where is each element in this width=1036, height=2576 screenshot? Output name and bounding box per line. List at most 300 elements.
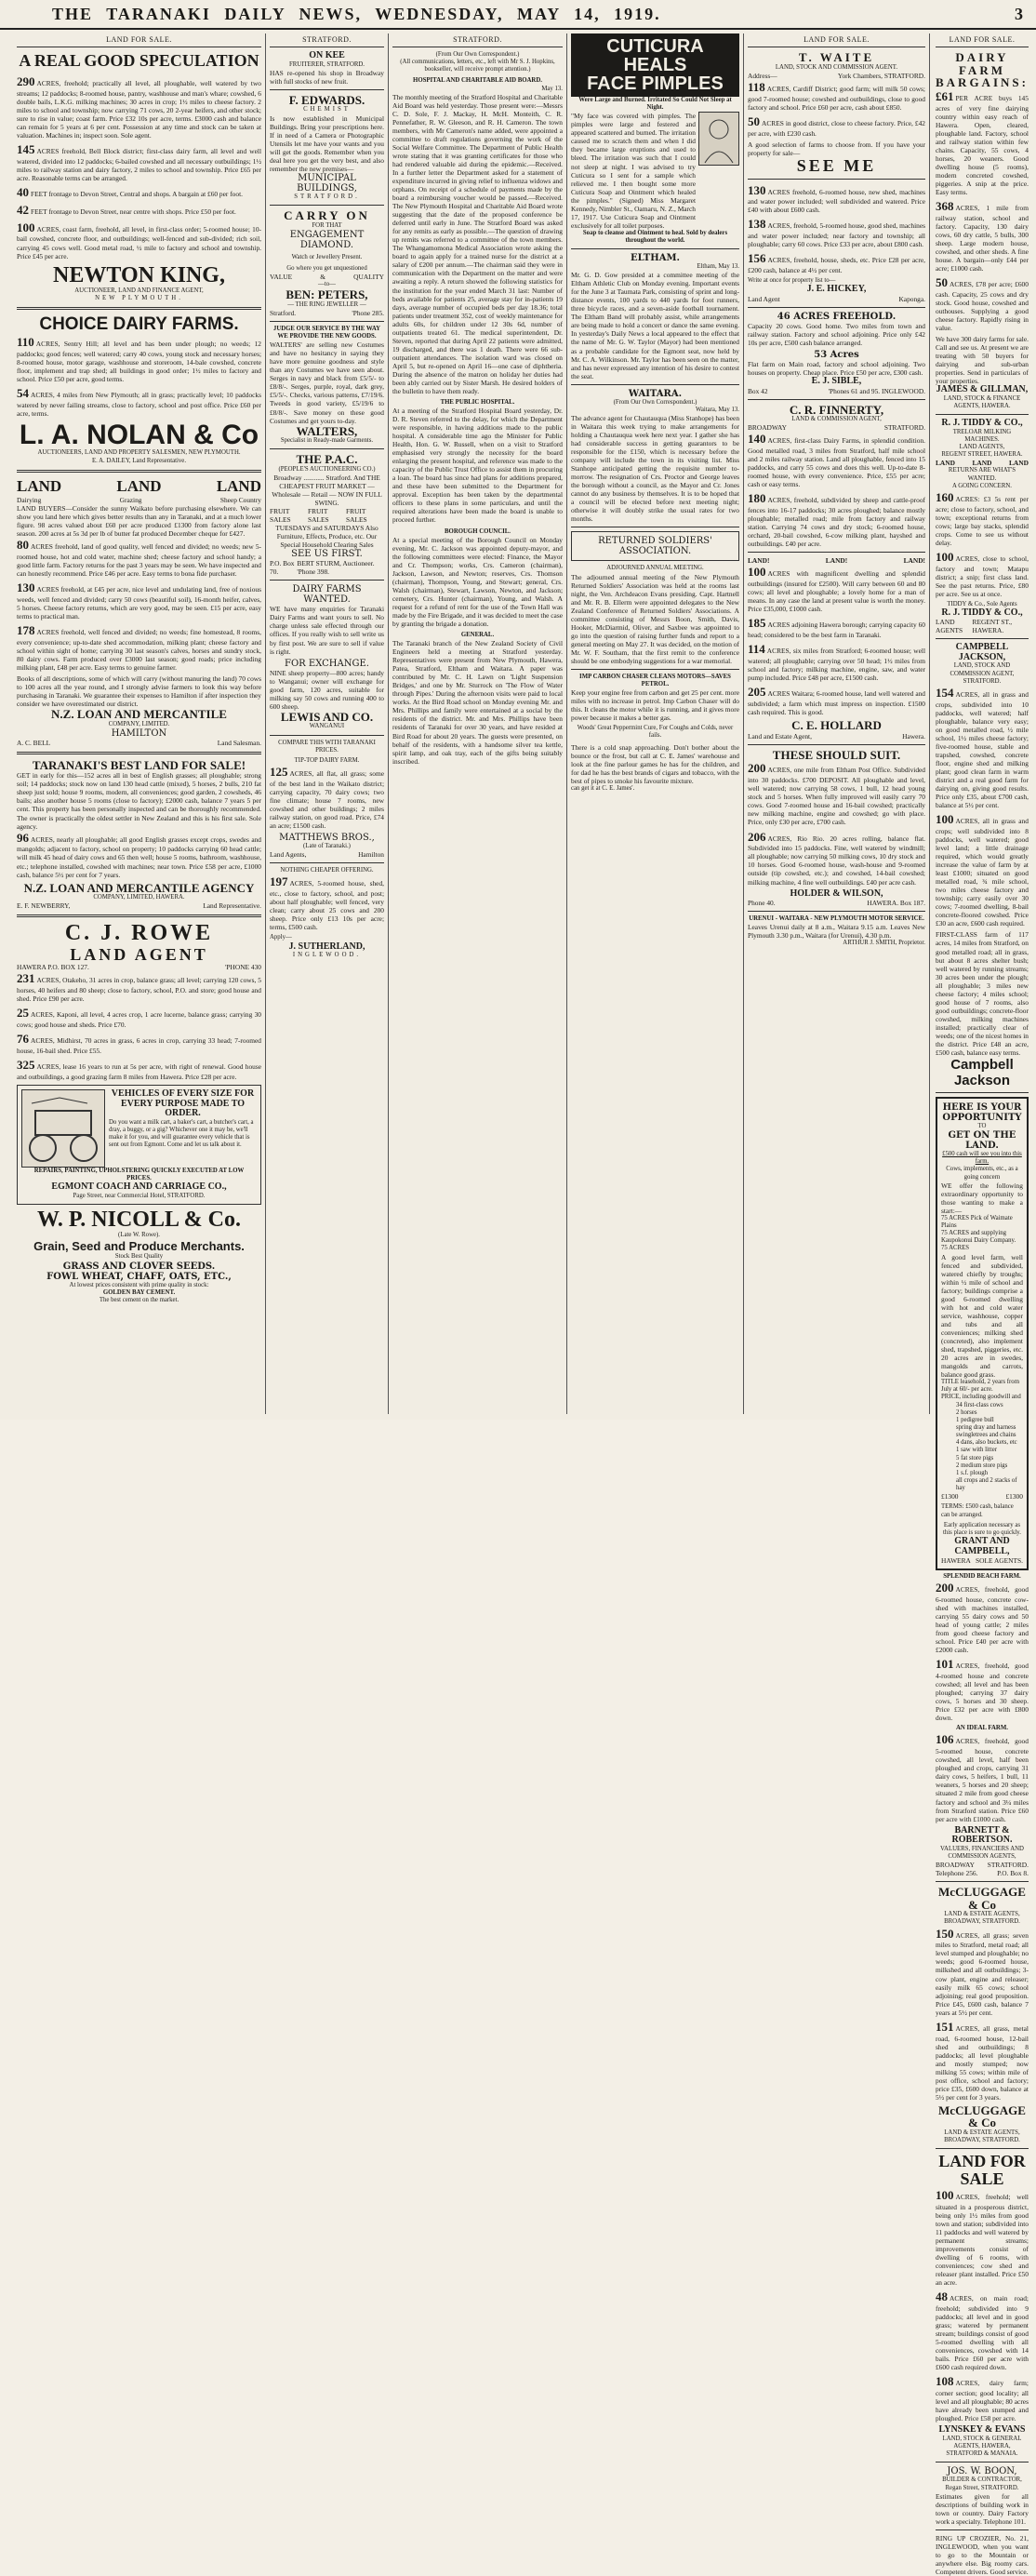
listing-number: 25 [17, 1006, 29, 1021]
listing-item [936, 2374, 1029, 2423]
listing-item [936, 812, 1029, 928]
body-text: SEE US FIRST. [291, 549, 363, 560]
sig-right: STRATFORD. [883, 423, 925, 433]
listing-item [17, 623, 261, 672]
listing-number: 180 [748, 491, 766, 506]
listing-number: 100 [936, 549, 954, 564]
listing-item [748, 642, 925, 682]
item-list [941, 1402, 1023, 1493]
article-heading: THE PUBLIC HOSPITAL. [440, 398, 515, 406]
body-text: TIDDY & Co., Sole Agents [947, 600, 1017, 607]
article-heading: RETURNED SOLDIERS' ASSOCIATION. [571, 531, 739, 561]
listing-item [748, 114, 925, 138]
listing-text: ACRES, all flat, all grass; some of the best land in the Waikato district; carrying capacity, 70 dairy cows; two fine climate; house 7 rooms, new cowshed and other buildings; 2 miles railway station, on good road. Price, £74 an acre; £1500 cash. [270, 769, 384, 831]
article-heading: BOROUGH COUNCIL. [445, 527, 511, 535]
listing-number: 96 [17, 830, 29, 845]
list-item: 1 saw with litter [956, 1447, 997, 1454]
body-text: RETURNS ARE WHAT'S WANTED. [948, 467, 1016, 482]
agent-name: THE P.A.C. [296, 452, 358, 467]
ad-headline: CUTICURA HEALS [606, 36, 704, 75]
listing-number: 156 [748, 251, 766, 266]
listing-number: 130 [17, 580, 35, 594]
agent-name: J. SUTHERLAND, [288, 941, 365, 952]
listing-item [936, 275, 1029, 332]
listing-number: 106 [936, 1732, 954, 1747]
agent-name: HOLDER & WILSON, [790, 888, 883, 899]
agent-subtitle: LAND, STOCK & GENERAL AGENTS, HAWERA, STRATFORD & MANAIA. [942, 2435, 1022, 2458]
listing-group [17, 74, 261, 260]
ad-headline: GET ON THE LAND. [948, 1130, 1016, 1152]
ad-headline: VEHICLES OF EVERY SIZE FOR EVERY PURPOSE MADE TO ORDER. [111, 1088, 255, 1119]
land-word: LAND! [748, 556, 770, 566]
list-item: 75 ACRES Pick of Waimate Plains [941, 1214, 1013, 1229]
body-text: Early application necessary as this place is sure to go quickly. [943, 1521, 1021, 1536]
body-text: REPAIRS, PAINTING, UPHOLSTERING QUICKLY EXECUTED AT LOW PRICES. [33, 1168, 245, 1182]
listing-group [270, 765, 384, 830]
listing-text: ACRES, Sentry Hill; all level and has been under plough; no weeds; 12 paddocks; good fences; well watered; carry 40 cows, young stock and necessary horses; 8-roomed house, motor garage, washhouse and storeroom, 14-bale cowshed, concrete floor, implement and trap shed; all buildings in good order; 1½ miles to factory and school. Price £50 per acre, good terms. [17, 340, 261, 384]
listing-text: ACRES, coast farm, freehold, all level, in first-class order; 5-roomed house; 10-bail cowshed, concrete floor, and outbuildings; well-fenced and sub-divided; rich soil, carrying 45 cows well. Good metal road, ½ mile to factory and school and township. Price £45 per acre. [17, 224, 261, 260]
listing-item [748, 830, 925, 887]
listing-item [936, 2289, 1029, 2371]
vq-item: & [320, 273, 325, 281]
agent-subtitle: LAND AGENT [70, 944, 208, 964]
ad-headline: TIP-TOP DAIRY FARM. [294, 756, 360, 764]
list-item: 4 dans, also buckets, etc [956, 1439, 1017, 1447]
listing-number: 290 [17, 73, 35, 88]
listing-item [17, 1006, 261, 1029]
ad-headline: LAND FOR SALE [938, 2152, 1026, 2189]
listing-text: ACRES in good district, close to cheese factory. Price, £42 per acre, with £230 cash. [748, 118, 925, 138]
listing-number: 231 [17, 971, 35, 986]
listing-group [17, 831, 261, 879]
sig-left: Address— [748, 71, 777, 80]
section-header: LAND FOR SALE. [748, 33, 925, 47]
sig-right: STRATFORD. [987, 1860, 1029, 1869]
listing-number: 145 [17, 141, 35, 156]
list-item: swingletrees and chains [956, 1432, 1016, 1439]
listing-number: 325 [17, 1058, 35, 1073]
listing-number: 368 [936, 199, 954, 214]
listing-number: 125 [270, 765, 288, 779]
body-text: FOR THAT [312, 221, 342, 229]
agent-name: EGMONT COACH AND CARRIAGE CO., [51, 1181, 227, 1193]
dateline: Waitara, May 13. [695, 406, 739, 413]
agent-name: McCLUGGAGE & Co [938, 2102, 1026, 2130]
body-text: WE offer the following extraordinary opportunity to those wanting to make a start:— [941, 1181, 1023, 1215]
listing-item [936, 199, 1029, 273]
agent-name: C. R. FINNERTY, [789, 402, 884, 417]
listing-item [748, 616, 925, 639]
article-heading: ELTHAM. [630, 253, 681, 264]
ad-headline: URENUI - WAITARA - NEW PLYMOUTH MOTOR SERVICE. [749, 915, 924, 923]
agent-subtitle: AUCTIONEER, LAND AND FINANCE AGENT, [74, 287, 204, 294]
sig-left: BROADWAY [748, 423, 788, 433]
listing-number: 160 [936, 489, 954, 504]
listing-item [936, 1732, 1029, 1822]
listing-item [936, 490, 1029, 547]
ad-headline: A REAL GOOD SPECULATION [19, 51, 259, 70]
sig-right: SOLE AGENTS. [976, 1556, 1023, 1566]
listing-group [748, 80, 925, 138]
land-banner [748, 556, 925, 565]
listing-text: ACRES, all grass; seven miles to Stratford, metal road; all level stumped and ploughable; no weeds; good 6-roomed house, milkshed and all outbuildings; 3-cow plant, engine and releaser; easily milk 65 cows; school adjoining; real good proposition. Price £45, £600 cash, balance 7 years at 5½ per cent. [936, 1930, 1029, 2017]
agent-subtitle: AUCTIONEERS, LAND AND PROPERTY SALESMEN, NEW PLYMOUTH. [37, 449, 241, 457]
list-item: spring dray and harness [956, 1424, 1016, 1431]
sig-right: Land Representative. [203, 901, 261, 911]
signature: ARTHUR J. SMITH, Proprietor. [843, 940, 925, 947]
body-text: GOLDEN BAY CEMENT. [102, 1288, 176, 1296]
body-text: Books of all descriptions, some of which will carry (without manuring the land) 70 cows to 100 acres all the year round, and I strongly advise farmers to look this way before purchasing in Taranaki. We guarantee their expenses to Hamilton if after inspection they consider we have overestimated our district. [17, 674, 261, 708]
listing-number: 76 [17, 1032, 29, 1047]
agent-subtitle: LAND & ESTATE AGENTS, BROADWAY, STRATFORD. [944, 1911, 1020, 1926]
listing-text: ACRES, six miles from Stratford; 6-roomed house; well watered; all ploughable; carrying over 50 head; 1½ miles from school and factory; milking machine, engine, saw, and water pump included. Price £48 per acre, £1500 cash. [748, 647, 925, 683]
listing-text: ACRES adjoining Hawera borough; carrying capacity 60 head; considered to be the best farm in Taranaki. [748, 621, 925, 640]
listing-text: ACRES, all in grass and crops, subdivided into 10 paddocks, well watered; half ploughable, balance very easy; on good metalled road, ½ mile school, 1½ miles cheese factory; five-roomed house, stable and trapshed, cowshed, concrete floor, engine shed and milking plant; good clean farm in warm district and a real good farm for dairying on, giving good results. Price only £35, about £700 cash, balance at 5½ per cent. [936, 689, 1029, 810]
agent-name: Campbell Jackson [950, 1056, 1014, 1088]
fruit-sales-item: FRUIT SALES [308, 507, 329, 525]
body-text: Estimates given for all descriptions of building work in town or country. Dairy Factory work a specialty. Telephone 101. [936, 2491, 1029, 2526]
land-banner [936, 459, 1029, 467]
listing-number: 150 [936, 1926, 954, 1941]
body-text: FOWL WHEAT, CHAFF, OATS, ETC., [46, 1271, 232, 1282]
listing-number: 100 [748, 565, 766, 580]
body-text: Is now established in Municipal Buildings. Bring your prescriptions here. If in need of a Camera or Photographic Utensils let me have your wants and you will get the goods. Remember when you deal here you get the very best, and also remember the new premises— [270, 113, 384, 173]
agent-name: C. J. ROWE [64, 921, 214, 946]
listing-text: ACRES, 5-roomed house, shed, etc., close to factory, school, and post; about half ploughable; well fenced, very clean; carry about 25 cows and 200 sheep. Price only £13 10s per acre; terms, £500 cash. [270, 879, 384, 932]
agent-name: ON KEE [309, 50, 345, 60]
listing-group [748, 432, 925, 548]
agent-subtitle: Specialist in Ready-made Garments. [280, 437, 374, 445]
signature [941, 1556, 1023, 1565]
listing-text: ACRES, freehold; well situated in a prosperous district, being only 1½ miles from good town and station; subdivided into 11 paddocks and well watered by permanent streams; improvements consist of dwelling of 6 rooms, with conveniences; cow shed and releaser plant installed. Price £50 an acre. [936, 2193, 1029, 2288]
listing-number: 151 [936, 2019, 954, 2034]
listing-group [936, 89, 1029, 332]
land-word: LAND! [825, 556, 848, 566]
listing-item [748, 251, 925, 274]
land-word: LAND [936, 459, 955, 468]
listing-item [748, 432, 925, 488]
agent-name: LYNSKEY & EVANS [938, 2424, 1026, 2436]
signature [17, 963, 261, 971]
section-header: STRATFORD. [270, 33, 384, 47]
list-item: 75 ACRES and supplying Kaupokonui Dairy Company. [941, 1230, 1016, 1245]
listing-number: 100 [17, 220, 35, 234]
agent-name: NEWTON KING, [53, 262, 225, 287]
listing-number: 114 [748, 642, 765, 657]
agent-place: NEW PLYMOUTH. [95, 294, 183, 301]
listing-number: 100 [936, 812, 954, 827]
listing-text: ACRES, freehold, house, sheds, etc. Price £28 per acre, £200 cash, balance at 4½ per cent. [748, 256, 925, 275]
land-word: LAND [17, 476, 62, 495]
agent-name: MATTHEWS BROS., [279, 833, 375, 844]
page-number: 3 [1015, 5, 1023, 23]
section-header: LAND FOR SALE. [17, 33, 261, 47]
body-text: Keep your engine free from carbon and get 25 per cent. more miles with no increase in petrol. Imp Carbon Chaser will do this. It cleans the motor while it is running, and it gives more power because it makes a better gas. [571, 688, 739, 723]
listing-number: 108 [936, 2374, 954, 2389]
sig-right: £1300 [1005, 1492, 1023, 1502]
signature [17, 739, 261, 747]
signature [270, 559, 384, 576]
agent-place: STRATFORD. [294, 193, 360, 200]
agent-name: BARNETT & ROBERTSON. [951, 1824, 1013, 1846]
listing-text: ACRES, 4 miles from New Plymouth; all in grass; practically level; 10 paddocks watered by never failing streams, close to factory, school and post office. Price £60 per acre, terms. [17, 391, 261, 418]
body-text: "My face was covered with pimples. The pimples were large and festered and appeared scattered and burned. The irritation caused me to scratch them and when I did they became large eruptions and used to bleed. The irritation was such that I could not sleep at night. I was advised to try Cuticura so I sent for a sample which relieved me. I then bought some more Cuticura Soap and Ointment which healed the pimples." (Signed) Miss Margaret Kennedy, Nimbler St., Oamaru, N. Z., March 17, 1917. Use Cuticura Soap and Ointment exclusively for all toilet purposes. [571, 112, 696, 230]
ad-headline: CHOICE DAIRY FARMS. [39, 314, 239, 335]
agent-subtitle: LAND, STOCK & FINANCE AGENTS, HAWERA. [943, 394, 1021, 410]
sig-left: Land Agent [748, 294, 780, 303]
listing-group [936, 1732, 1029, 1822]
ad-headline: DAIRY FARMS WANTED. [292, 584, 362, 606]
agent-name: N.Z. LOAN AND MERCANTILE [51, 706, 227, 721]
listing-text: PER ACRE buys 145 acres of very fine dairying country within easy reach of Hawera. Open, cleared, ploughable land. Factory, school and railway station within few chains. Capacity, 55 cows, 4 horses, 20 weaners. Good dwelling house (5 rooms), modern concreted cowshed, piggeries. A snip at the price. Easy terms. [936, 93, 1029, 197]
agent-name: N.Z. LOAN AND MERCANTILE AGENCY [23, 880, 255, 895]
listing-text: ACRES, 1 mile from railway station, school and factory. Capacity, 130 dairy cows, 60 dry cattle, 5 bulls, 300 sheep. Large modern house, cowshed, and other sheds. A fine house. A bargain—only £44 per acre; £1000 cash. [936, 204, 1029, 274]
sig-left: Phone 40. [748, 899, 776, 908]
sig-left: £1300 [941, 1492, 959, 1502]
ad-headline: AN IDEAL FARM. [956, 1725, 1008, 1732]
sig-right: 'PHONE 430 [225, 963, 261, 972]
body-text: can get it at C. E. James'. [571, 784, 635, 792]
listing-item [748, 685, 925, 716]
list-item: 34 first-class cows [956, 1401, 1003, 1408]
body-text: Stock Best Quality [114, 1253, 164, 1261]
listing-text: ACRES, all grass, metal road, 6-roomed house, 12-bail shed and outbuildings; 8 paddocks; all level ploughable and mostly stumped; now milking 55 cows; within mile of post office, school and factory; price £35, £600 down, balance at 5½ per cent for 3 years. [936, 2023, 1029, 2102]
body-text: RING UP CROZIER, No. 21, INGLEWOOD, when you want to go to the Mountain or anywhere else. Big roomy cars. Competent drivers. Good service. [936, 2533, 1029, 2576]
masthead [0, 4, 1036, 30]
agent-subtitle: TRELOAR MILKING MACHINES. [952, 428, 1012, 443]
agent-place: Regan Street, STRATFORD. [945, 2484, 1019, 2491]
column-1 [13, 33, 266, 1414]
agent-subtitle: (PEOPLE'S AUCTIONEERING CO.) [278, 466, 376, 474]
listing-number: 42 [17, 202, 29, 217]
agent-name: JAMES & GILLMAN, [936, 384, 1029, 395]
article-body: The adjourned annual meeting of the New Plymouth Returned Soldiers' Association was held at the rooms last night, the Ven. Archdeacon Evans presiding. Capt. Hartnell and Mr. R. B. Ellerm were appointed delegates to the New Zealand Conference of Returned Soldiers' Associations. A committee consisting of Messrs Boon, Smith, Davis, Hooker, McDiarmid, Oliver, and Saxbee was appointed to go into the question of raising further funds and report to a general meeting on May 27. It was decided, on the motion of Mr. W. F. Southam, that the first remit to the conference should be one embodying suggestions for a war memorial. [571, 572, 739, 665]
listing-text: ACRES, Kaponi, all level, 4 acres crop, 1 acre lucerne, balance grass; carrying 30 cows; good house and sheds. Price £70. [17, 1010, 261, 1030]
listing-group [270, 874, 384, 931]
body-text: The best cement on the market. [99, 1296, 179, 1303]
ad-headline: NOTHING CHEAPER OFFERING. [280, 867, 374, 874]
list-item: 75 ACRES [941, 1245, 970, 1252]
sig-right: York Chambers, STRATFORD. [837, 71, 925, 80]
ad-headline: CARRY ON [284, 207, 370, 222]
body-text: WALTERS' are selling new Costumes and have no hesitancy in saying they have more genuine goodness and style than any Costumes we have seen about. Serges in navy and black from £5/5/- to £8/8/-. Serges, purple, royal, dark grey, £5/5/-. Checks, various patterns, £7/19/6. Tweeds in good variety, £5/19/6 to £8/8/-. Save money on these good Costumes and get yours to-day. [270, 340, 384, 425]
listing-item [748, 217, 925, 248]
list-item: 1 pedigree bull [956, 1416, 994, 1423]
listing-number: 185 [748, 616, 766, 631]
listing-text: ACRES, Cardiff District; good farm; will milk 50 cows; good 7-roomed house; cowshed and outbuildings, close to good factory and school. Price £60 per acre, cash about £850. [748, 84, 925, 112]
signature [748, 899, 925, 907]
article-subheading: ADJOURNED ANNUAL MEETING. [606, 565, 704, 572]
listing-group [936, 686, 1029, 928]
listing-item [748, 761, 925, 826]
listing-item [17, 538, 261, 578]
sig-left: HAWERA P.O. BOX 127. [17, 963, 89, 972]
article-body: Mr. G. D. Gow presided at a committee meeting of the Eltham Athletic Club on Monday evening. Important events for the June 3 at Taumata Park, consisting of sprint and long-distance events, 100 yards to 440 yards for foot runners, three bicycle races, and a seven-aside football tournament. The Eltham Band will probably assist, while arrangements are being made to hold a concert or dance the same evening. In yesterday's Daily News a local appeared to the effect that the name of Mr. G. W. Taylor (Mayor) had been mentioned as a probable candidate for the Egmont seat, now held by Mr. C. A. Wilkinson. Mr. Taylor has been seen on the matter, and has never expressed any intention of his desire to contest the seat. [571, 271, 739, 380]
listing-group [936, 2188, 1029, 2423]
byline: (From Our Own Correspondent.) [435, 51, 520, 58]
body-text: LAND BUYERS—Consider the sunny Waikato before purchasing elsewhere. We can show you land here which gives better results than any in Taranaki, and at a much lower figure. 98 acres valued about £60 per acre produced £1300 from factory alone last season. 200 acres at 5s 3d per lb of butter fat produced December cheque for £427. [17, 503, 261, 538]
land-word: LAND [116, 476, 162, 495]
listing-number: 205 [748, 685, 766, 700]
agent-place: Page Street, near Commercial Hotel, STRATFORD. [73, 1192, 206, 1199]
sig-left: HAWERA [941, 1556, 971, 1566]
signature [748, 732, 925, 741]
listing-text: ACRES: £3 5s rent per acre; close to factory, school, and town; exceptional returns from cows; large bay stacks, splendid crops. Come to see us without delay. [936, 494, 1029, 547]
listing-text: ACRES with magnificent dwelling and splendid outbuildings (insured for £2500). Will carry between 60 and 80 cows; all level and ploughable; a lovely home for a man of means. In any case the land at present value is worth the money. Price £35,000, £1000 cash. [748, 569, 925, 614]
listing-item [17, 74, 261, 140]
fruit-sales-item: FRUIT SALES [270, 507, 291, 525]
body-text: WE have many enquiries for Taranaki Dairy Farms and want yours to sell. No charge unless sale effected through our offices. If you really wish to sell write us by first post. We are sure to sell if value is right. [270, 605, 384, 656]
listing-text: FEET frontage to Devon Street, Central and shops. A bargain at £60 per foot. [31, 189, 243, 198]
signature [748, 423, 925, 432]
signature [936, 618, 1029, 634]
body-text: Woods' Great Peppermint Cure, For Coughs and Colds, never fails. [577, 725, 734, 740]
body-text: TITLE leasehold, 2 years from July at 60/- per acre. [941, 1379, 1019, 1394]
list-item: 5 fat store pigs [956, 1454, 994, 1462]
agent-place: MUNICIPAL BUILDINGS, [297, 172, 357, 194]
agent-place: INGLEWOOD. [292, 952, 362, 959]
listing-text: ACRES freehold, well fenced and divided; no weeds; fine homestead, 8 rooms, every convenience; up-to-date shed accommodation, milking plant; cheese factory and school within sight of home; carrying 30 last season's calves, horses and sundry stock, 80 dairy cows. Farm produced over £3000 last season; good roads; price including milking plant, £48 per acre. Easy terms to genuine farmer. [17, 627, 261, 672]
vq-item: QUALITY [353, 273, 384, 281]
body-text: ENGAGEMENT DIAMOND. [289, 229, 365, 250]
body-text: Leaves Urenui daily at 8 a.m., Waitara 9.15 a.m. Leaves New Plymouth 3.30 p.m., Waitara (for Urenui), 4.30 p.m. [748, 923, 925, 941]
agent-subtitle: COMPANY, LIMITED, HAWERA. [93, 894, 185, 901]
body-text: FIRST-CLASS farm of 117 acres, 14 miles from Stratford, on good metalled road; all in grass, but about 8 acres shelter bush; well watered by running streams; 30 acres been under the plough; all ploughable; 3 miles new cheese factory; 4 miles school; good house of 7 rooms, also good outbuildings; concrete-floor cowshed, milking machines installed; practically clear of weeds; one of the nicest homes in the district. Price £48 an acre, £500 cash, balance easy terms. [936, 930, 1029, 1057]
listing-text: ACRES, freehold, 5-roomed house, good shed, machines and water power included; near factory and township; all ploughable; carry 60 cows. Price £33 per acre, about £800 cash. [748, 221, 925, 249]
listing-number: 200 [936, 1581, 954, 1595]
sig-right: 'Phone 285. [352, 308, 384, 317]
sig-left: P.O. Box 70. [270, 559, 295, 577]
body-text: Broadway ............ Stratford. And THE CHEAPEST FRUIT MARKET — Wholesale — Retail — NOW IN FULL SWING. [272, 474, 382, 508]
listing-text: ACRES, close to school, factory and town; Matapu district; a snip; first class land. See the past returns. Price, £80 per acre. See us at once. [936, 554, 1029, 598]
listing-item [17, 971, 261, 1003]
agent-name: R. J. TIDDY & CO., [941, 418, 1023, 429]
list-item: 2 horses [956, 1408, 977, 1416]
ad-headline: Grain, Seed and Produce Merchants. [33, 1239, 245, 1254]
body-text: Go where you get unquestioned [286, 264, 367, 272]
listing-number: 101 [936, 1657, 954, 1672]
vehicles-ad [17, 1085, 261, 1205]
listing-item [17, 203, 261, 218]
body-text: A GOING CONCERN. [951, 482, 1012, 489]
ad-headline: TARANAKI'S BEST LAND FOR SALE! [32, 757, 246, 772]
listing-item [936, 2188, 1029, 2287]
listing-number: 48 [936, 2289, 948, 2304]
sig-left: Box 42 [748, 386, 768, 395]
signature [270, 850, 384, 859]
listing-text: ACRES, freehold; practically all level, all ploughable, well watered by two streams; 12 paddocks; 8-roomed house, pantry, washhouse and man's whare; cowshed, 6 double bails, L.K.G. milking machines; 30 acres in crop; 1½ miles to cheese factory. 2 miles to school and township; now carrying 71 cows, 20 2-year heifers, and other stock; sure to rise in value; coast farm. Price £32 10s per acre, terms. £3000 cash and balance can remain for 5 years at 6 per cent. Possession at any time and stock can be taken at valuation. Machines in; inspect soon. Sole agent. [17, 78, 261, 140]
listing-group [748, 183, 925, 275]
listing-item [17, 1032, 261, 1055]
article-body: The Taranaki branch of the New Zealand Society of Civil Engineers held a meeting at Stratford yesterday. Representatives were present from New Plymouth, Hawera, Patea, Stratford, Eltham and Waitara. A paper was contributed by Mr. C. H. Lawn on 'Light Suspension Bridges,' and one by Mr. Sturrock on 'The Flow of Water through Pipes.' During the afternoon visits were paid to local works. At the Bird Road school on Monday evening Mr. and Mrs. Phillips and family were entertained at a social by the residents of the district. Mr. and Mrs. Phillips have been residents of Taranaki for over 30 years, and have resided at Bird Road for about 20 years. The guests were presented, on behalf of the residents, with a handsome silver tea kettle, spirit lamp, and oak tray, each of the gifts being suitably inscribed. [392, 639, 563, 766]
column-5a [748, 33, 930, 1414]
agent-name: McCLUGGAGE & Co [938, 1884, 1026, 1912]
listing-number: 138 [748, 217, 766, 232]
body-text: TUESDAYS and SATURDAYS Also Furniture, Effects, Produce, etc. Our Special Household Clearing Sales [275, 524, 379, 550]
body-text: Apply— [270, 934, 292, 941]
list-item: 1 s.f. plough [956, 1469, 988, 1476]
listing-group [936, 1927, 1029, 2102]
listing-text: ACRES, freehold, good 4-roomed house and concrete cowshed; all level and has been ploughed; carrying 37 dairy cows, 5 horses and 30 sheep. Price £32 per acre with £800 down. [936, 1662, 1029, 1723]
land-sub [17, 496, 261, 504]
sig-left: A. C. BELL [17, 738, 51, 747]
listing-item [17, 220, 261, 260]
body-text: Capacity 20 cows. Good home. Two miles from town and railway station. Factory and school adjoining. Price only £42 10s per acre, £500 cash balance arranged. [748, 321, 925, 348]
ad-headline: 46 ACRES FREEHOLD. [777, 311, 897, 322]
ad-headline: THESE SHOULD SUIT. [772, 747, 901, 762]
fruit-sales [270, 507, 384, 524]
signature [748, 72, 925, 80]
body-text: Flat farm on Main road, factory and school adjoining. Two houses on property. Cheap place. Price £50 per acre, £300 cash. [748, 360, 925, 378]
column-2 [266, 33, 389, 1414]
body-text: At lowest prices consistent with prime quality in stock: [69, 1281, 209, 1288]
agent-name: E. J. SIBLE, [811, 376, 862, 387]
agent-name: JOS. W. BOON, [947, 2466, 1017, 2477]
listing-item [936, 1657, 1029, 1722]
agent-name: GRANT AND CAMPBELL, [954, 1536, 1010, 1556]
listing-group [936, 1581, 1029, 1722]
listing-number: 40 [17, 184, 29, 199]
vehicle-illustration [21, 1089, 105, 1168]
listing-text: ACRES, £78 per acre; £600 cash. Capacity, 25 cows and dry stock. Good house, cowshed and outhouses. Supplying a good cheese factory. Rapidly rising in value. [936, 280, 1029, 333]
listing-item [270, 874, 384, 931]
land-word: LAND [972, 459, 992, 468]
listing-text: ACRES, nearly all ploughable; all good English grasses except crops, swedes and mangolds; adjacent to factory, school on property; 10 paddocks carrying 60 head cattle; will milk 45 head of dairy cows and 65 then well; house 5 rooms, bathroom, washhouse, etc.; telephone installed, cowshed with machines; near town. Price £58 per acre, £1000 cash, balance 5½ per cent for 7 years. [17, 834, 261, 879]
sig-right: P.O. Box 8. [997, 1868, 1029, 1877]
cuticura-ad [571, 33, 739, 97]
listing-number: 206 [748, 829, 766, 844]
listing-text: ACRES, dairy farm; corner section; good locality; all level and all ploughable; 80 acres have already been stumped and ploughed. Price £58 per acre. [936, 2379, 1029, 2423]
ad-headline: TO [977, 1122, 987, 1129]
listing-number: 54 [17, 386, 29, 401]
listing-item [17, 386, 261, 418]
sig-right: Land Salesman. [217, 738, 261, 747]
article-body: The advance agent for Chautauqua (Miss Stanhope) has been in Waitara this week trying to make arrangements for holding a Chautauqua week here next year. I gather she has had considerable success in getting guarantors to be responsible for the £150, which is necessary before the company will include the town in its visiting list. Miss Stanhope anticipated getting the requisite number to-morrow. The resignation of Crs. Proctor and George leaves the borough without a council, as the Mayor and Cr. Jones cannot do any business by themselves. It is to be hoped that a council will be elected before next meeting night; otherwise it will doubly strike the usual rates for two months. [571, 413, 740, 524]
signature [936, 1861, 1029, 1869]
listing-item [17, 335, 261, 383]
agent-name: LEWIS AND CO. [280, 709, 374, 724]
listing-item [936, 89, 1029, 196]
article-heading: GENERAL. [460, 632, 495, 638]
listing-text: ACRES, Otakeho, 31 acres in crop, balance grass; all level; carrying 120 cows, 5 horses, 40 heifers and 80 sheep; close to factory, school, P.O. and store; good house and shed. Price £90 per acre. [17, 976, 261, 1004]
land-sub-item: Grazing [119, 495, 142, 504]
listing-text: ACRES, lease 16 years to run at 5s per acre, with right of renewal. Good house and outbuildings, a good grazing farm 8 miles from Hawera. Price £28 per acre. [17, 1062, 261, 1081]
signature [941, 1492, 1023, 1501]
agent-name: T. WAITE [798, 50, 875, 64]
listing-number: 197 [270, 874, 288, 889]
body-text: PRICE, including goodwill and [941, 1394, 1021, 1401]
sig-right: BERT STURM, Auctioneer. 'Phone 398. [297, 559, 375, 577]
agent-subtitle: — THE RING JEWELLER — [287, 300, 366, 308]
article-body: The monthly meeting of the Stratford Hospital and Charitable Aid Board was held yesterday. Those present were:—Messrs C. D. Sole, F. J. Mackay, H. McH. Monteith, C. R. Pennefather, R. W. Gleeson, and R. H. Cameron. The town members, with Mr Cameron's name added, were appointed a committee to draft regulations governing the work of the Social Welfare Committee. The Department of Public Health wrote stating that it was granting certificates for those who had rendered valuable aid during the epidemic.—Received. In a further letter the Department asked for a statement of expenditure incurred in giving relief to influenza widows and orphans. On receipt of a schedule of payments made by the board a reimbursing voucher would be passed.—Received. The New Plymouth Hospital and Charitable Aid Board wrote suggesting that the date of the proposed conference be deferred until early in June. The Stratford Board was asked for any remits as early as possible.—The question of drawing up remits was referred to a committee of the town members. The Whangamomona Medical Association wrote asking the board to again apply for a trained nurse for the district at a salary of £200 per annum.—The chairman said they were in communication with the Department on the matter and were awaiting a reply. A return showed the following statistics for the institution for the year ended March 31 last: Number of beds available for patients 25, average stay for in-patients 19 days, average number of occupied beds per day 18.36; total patients under treatment 352, cost of weekly maintenance for adults 60s, for children under 12 30s 6d, number of outpatients treated 61. The medical superintendent, Dr. Steven, reported that during April 22 patients were admitted, 19 discharged, and there was 1 death. There were 66 sub-outpatient attendances. The isolation ward was closed on April 5, but re-opened on April 16—one case of diphtheria. During the absence of the matron on holiday her duties had been ably carried out by Sister Marsh. He desired holders of the bulletin to have them ready. [392, 92, 563, 395]
agent-subtitle: COMPANY, LIMITED. [108, 720, 170, 727]
sig-right: HAWERA. Box 187. [867, 899, 925, 908]
agent-place: HAMILTON [111, 727, 167, 739]
list-item: all crops and 2 stacks of hay [956, 1477, 1017, 1492]
agent-subtitle: (Late W. Rowe). [118, 1232, 160, 1239]
body-text: TERMS: £500 cash, balance can be arranged. [941, 1503, 1014, 1518]
agent-name: J. E. HICKEY, [806, 284, 867, 295]
listing-number: 80 [17, 537, 29, 552]
agent-subtitle: LAND & ESTATE AGENTS, BROADWAY, STRATFORD. [944, 2129, 1020, 2144]
listing-item [748, 565, 925, 613]
listing-item [936, 1927, 1029, 2017]
sig-right: Hawera. [902, 731, 925, 741]
listing-text: ACRES, Rio Rio. 20 acres rolling, balance flat. Subdivided into 15 paddocks. Fine, well watered by windmill; all ploughable; now carrying 50 milking cows, 10 dry stock and 10 horses. Good 6-roomed house, wash-house and 9-roomed outside (tip cowshed, etc.); and cowshed, 14-bail cowshed; milking machine, 4 fine well outbuildings. £40 per acre cash. [748, 834, 925, 887]
listing-item [748, 491, 925, 548]
body-text: GRASS AND CLOVER SEEDS. [62, 1261, 216, 1272]
agent-subtitle: (Late of Taranaki.) [303, 843, 351, 850]
